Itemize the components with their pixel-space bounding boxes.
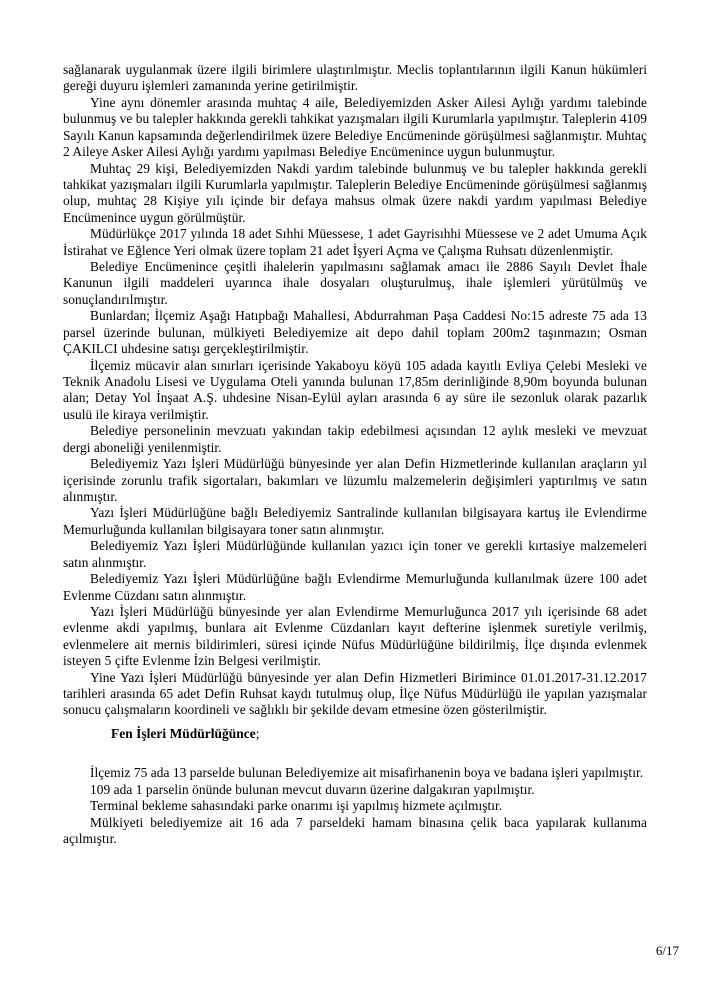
section-heading-suffix: ; [255,725,260,741]
paragraph: Yazı İşleri Müdürlüğü bünyesinde yer alan Evlendirme Memurluğunca 2017 yılı içerisinde 68 adet evlenme akdi yapılmış, bunlara ait Evlenme Cüzdanları kayıt defterine işlenmek suretiyle verilmiş, evlenmelere ait mernis bildirimleri, süresi içinde Nüfus Müdürlüğüne bildirilmiş, İlçe dışında evlenmek isteyen 5 çifte Evlenme İzin Belgesi verilmiştir. [63,603,647,669]
paragraph: İlçemiz mücavir alan sınırları içerisinde Yakaboyu köyü 105 adada kayıtlı Evliya Çelebi Mesleki ve Teknik Anadolu Lisesi ve Uygulama Oteli yanında bulunan 17,85m derinliğinde 8,90m boyunda bulunan alan; Detay Yol İnşaat A.Ş. uhdesine Nisan-Eylül ayları arasında 6 ay süre ile sezonluk olarak pazarlık usulü ile kiraya verilmiştir. [63,357,647,422]
paragraph: 109 ada 1 parselin önünde bulunan mevcut duvarın üzerine dalgakıran yapılmıştır. [90,781,535,797]
paragraph: Bunlardan; İlçemiz Aşağı Hatıpbağı Mahallesi, Abdurrahman Paşa Caddesi No:15 adreste 75 ada 13 parsel üzerinde bulunan, mülkiyeti Belediyemize ait depo dahil toplam 200m2 taşınmazın; Osman ÇAKILCI uhdesine satışı gerçekleştirilmiştir. [63,308,647,357]
paragraph: Yine Yazı İşleri Müdürlüğü bünyesinde yer alan Defin Hizmetleri Birimince 01.01.2017-31.12.2017 tarihleri arasında 65 adet Defin Ruhsat kaydı tutulmuş olup, İlçe Nüfus Müdürlüğü ile yapılan yazışmalar sonucu çalışmaların koordineli ve sağlıklı bir şekilde devam etmesine özen gösterilmiştir. [63,669,647,718]
paragraph: Belediyemiz Yazı İşleri Müdürlüğü bünyesinde yer alan Defin Hizmetlerinde kullanılan araçların yıl içerisinde zorunlu trafik sigortaları, bakımları ve lüzumlu malzemelerin değişimleri yaptırılmış ve satın alınmıştır. [63,456,647,504]
paragraph: Terminal bekleme sahasındaki parke onarımı işi yapılmış hizmete açılmıştır. [90,798,503,814]
document-body [63,62,647,847]
paragraph: Belediyemiz Yazı İşleri Müdürlüğüne bağlı Evlendirme Memurluğunda kullanılmak üzere 100 adet Evlenme Cüzdanı satın alınmıştır. [63,571,647,603]
paragraph: Mülkiyeti belediyemize ait 16 ada 7 parseldeki hamam binasına çelik baca yapılarak kullanıma açılmıştır. [63,814,647,846]
paragraph: Müdürlükçe 2017 yılında 18 adet Sıhhi Müessese, 1 adet Gayrisıhhi Müessese ve 2 adet Umuma Açık İstirahat ve Eğlence Yeri olmak üzere toplam 21 adet İşyeri Açma ve Çalışma Ruhsatı düzenlenmiştir. [63,226,647,258]
paragraph-continuation: sağlanarak uygulanmak üzere ilgili birimlere ulaştırılmıştır. Meclis toplantılarının ilgili Kanun hükümleri gereği duyuru işlemleri zamanında yerine getirilmiştir. [63,62,647,94]
section-heading-label: Fen İşleri Müdürlüğünce [111,725,256,741]
paragraph: İlçemiz 75 ada 13 parselde bulunan Belediyemize ait misafirhanenin boya ve badana işleri yapılmıştır. [90,765,644,781]
paragraph: Belediyemiz Yazı İşleri Müdürlüğünde kullanılan yazıcı için toner ve gerekli kırtasiye malzemeleri satın alınmıştır. [63,538,647,570]
paragraph: Yazı İşleri Müdürlüğüne bağlı Belediyemiz Santralinde kullanılan bilgisayara kartuş ile Evlendirme Memurluğunda kullanılan bilgisayara toner satın alınmıştır. [63,505,647,537]
paragraph: Yine aynı dönemler arasında muhtaç 4 aile, Belediyemizden Asker Ailesi Aylığı yardımı talebinde bulunmuş ve bu talepler hakkında gerekli tahkikat yazışmaları ilgili Kurumlarla yapılmıştır. Taleplerin 4109 Sayılı Kanun kapsamında değerlendirilmek üzere Belediye Encümeninde görüşülmesi sağlanmıştır. Muhtaç 2 Aileye Asker Ailesi Aylığı yardımı yapılması Belediye Encümenince uygun bulunmuştur. [63,94,647,160]
paragraph: Belediye Encümenince çeşitli ihalelerin yapılmasını sağlamak amacı ile 2886 Sayılı Devlet İhale Kanunun ilgili maddeleri uyarınca ihale dosyaları oluşturulmuş, ihale işlemleri yürütülmüş ve sonuçlandırılmıştır. [63,259,647,307]
page-number: 6/17 [655,943,679,958]
paragraph: Belediye personelinin mevzuatı yakından takip edebilmesi açısından 12 aylık mesleki ve mevzuat dergi aboneliği yenilenmiştir. [63,423,647,455]
section-heading [63,726,647,742]
paragraph: Muhtaç 29 kişi, Belediyemizden Nakdi yardım talebinde bulunmuş ve bu talepler hakkında gerekli tahkikat yazışmaları ilgili Kurumlarla yapılmıştır. Taleplerin Belediye Encümeninde görüşülmesi sağlanmış olup, muhtaç 28 Kişiye yılı içinde bir defaya mahsus olmak üzere nakdi yardım yapılması Belediye Encümenince uygun görülmüştür. [63,160,647,225]
